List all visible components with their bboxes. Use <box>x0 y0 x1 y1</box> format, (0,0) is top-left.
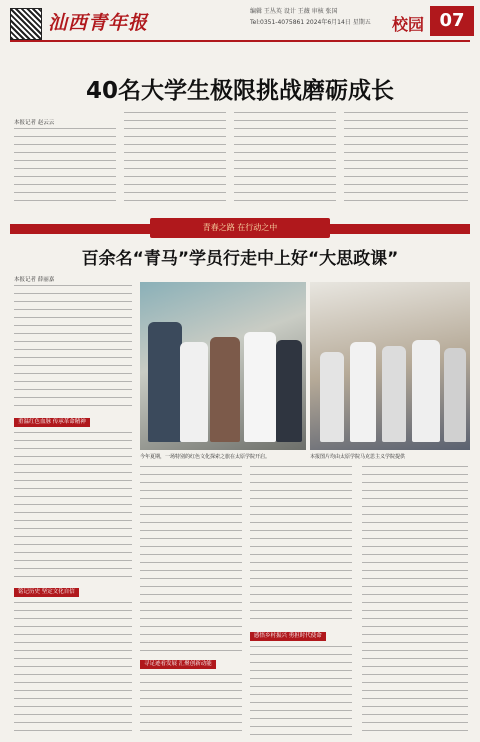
paper-name: 汕西青年报 <box>48 12 149 34</box>
masthead-meta-editors: 编辑 王丛英 设计 王薇 审核 张国 <box>250 8 338 15</box>
masthead-rule <box>10 40 470 42</box>
article1-headline: 40名大学生极限挑战磨砺成长 <box>85 78 394 104</box>
article2-column-1c <box>14 602 132 738</box>
article2-subhead-4: 感悟乡村振兴 勇担时代使命 <box>250 632 326 641</box>
photo-caption-left: 今年夏期，一场特别的红色文化探索之旅在太原学院开启。 <box>140 454 271 460</box>
section-banner: 青春之路 在行动之中 <box>150 218 330 238</box>
article1-column-1 <box>14 128 116 208</box>
article1-column-4 <box>344 112 468 208</box>
article2-byline: 本报记者 薛丽嘉 <box>14 277 55 283</box>
article1-column-3 <box>234 112 336 208</box>
article2-headline: 百余名“青马”学员行走中上好“大思政课” <box>81 249 399 269</box>
article2-column-1b <box>14 432 132 582</box>
article2-column-3a <box>250 466 352 626</box>
masthead-meta-date: Tel:0351-4075861 2024年6月14日 星期五 <box>250 19 371 26</box>
article2-subhead-1: 重温红色血脉 传承革命精神 <box>14 418 90 427</box>
article2-column-4 <box>362 466 468 738</box>
article2-column-3b <box>250 646 352 738</box>
section-label: 校园 <box>392 15 425 34</box>
qr-code-icon <box>10 8 42 40</box>
article2-subhead-3: 寻足迹看发展 汇聚创新动能 <box>140 660 216 669</box>
news-photo-left <box>140 282 306 450</box>
photo-caption-right: 本报图片均由太原学院马克思主义学院提供 <box>310 454 406 460</box>
article2-column-1a <box>14 285 132 413</box>
article2-column-2b <box>140 674 242 738</box>
masthead <box>0 0 480 40</box>
news-photo-right <box>310 282 470 450</box>
article2-subhead-2: 铭记历史 坚定文化自信 <box>14 588 79 597</box>
article1-column-2 <box>124 112 226 208</box>
article1-byline: 本报记者 赵云云 <box>14 120 55 126</box>
page-number: 07 <box>430 6 474 36</box>
article2-column-2a <box>140 466 242 656</box>
